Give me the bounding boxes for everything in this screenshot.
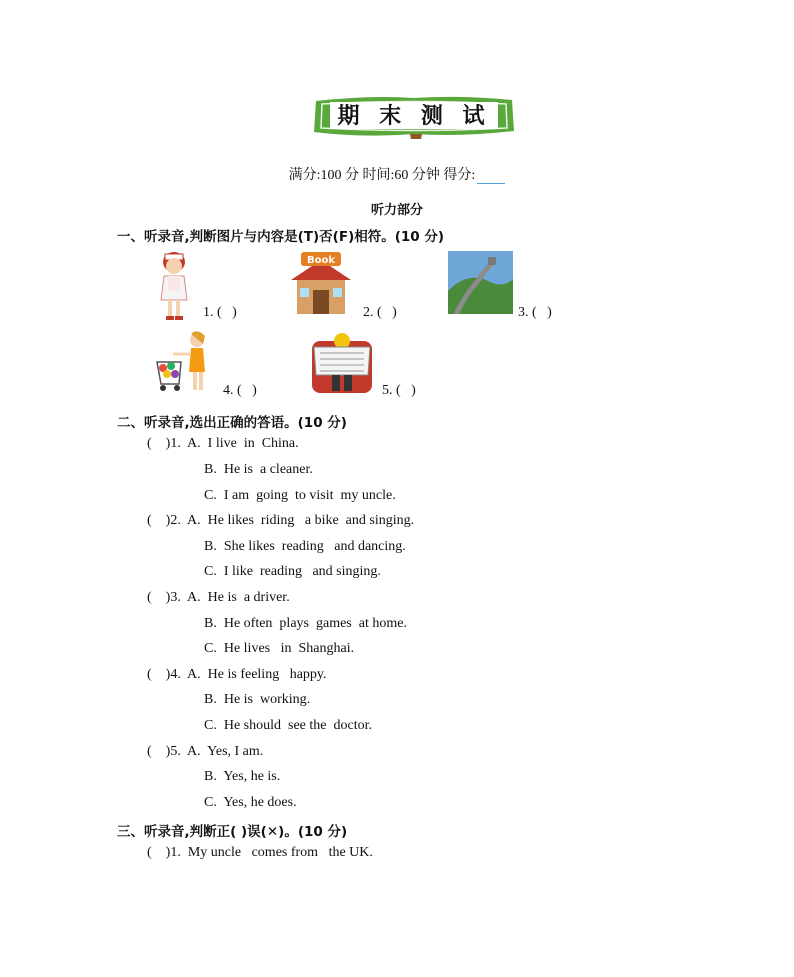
item5-label: 5. ( ) xyxy=(382,383,416,398)
q1-option-b: B. He is a cleaner. xyxy=(204,462,313,477)
page-title: 期 末 测 试 xyxy=(337,104,491,129)
great-wall-icon xyxy=(448,251,513,314)
q3-option-b: B. He often plays games at home. xyxy=(204,616,407,631)
q2-option-a: ( )2. A. He likes riding a bike and singing. xyxy=(147,513,415,528)
q5-option-c: C. Yes, he does. xyxy=(204,795,297,810)
item4-label: 4. ( ) xyxy=(223,383,257,398)
q1-option-c: C. I am going to visit my uncle. xyxy=(204,488,396,503)
item3-label: 3. ( ) xyxy=(518,305,552,320)
q2-option-b: B. She likes reading and dancing. xyxy=(204,539,406,554)
section1-heading: 一、听录音,判断图片与内容是(T)否(F)相符。(10 分) xyxy=(117,229,445,245)
svg-text:Book: Book xyxy=(306,255,336,266)
q2-option-c: C. I like reading and singing. xyxy=(204,564,381,579)
shopping-cart-icon xyxy=(153,330,211,394)
item2-label: 2. ( ) xyxy=(363,305,397,320)
q3-option-a: ( )3. A. He is a driver. xyxy=(147,590,290,605)
section2-heading: 二、听录音,选出正确的答语。(10 分) xyxy=(117,415,347,431)
nurse-icon xyxy=(155,250,193,322)
q4-option-a: ( )4. A. He is feeling happy. xyxy=(147,667,327,682)
q4-option-c: C. He should see the doctor. xyxy=(204,718,372,733)
q3-option-c: C. He lives in Shanghai. xyxy=(204,641,355,656)
score-info xyxy=(0,164,794,184)
score-blank[interactable] xyxy=(477,169,505,184)
newspaper-reader-icon xyxy=(308,331,376,395)
q5-option-a: ( )5. A. Yes, I am. xyxy=(147,744,264,759)
section3-heading: 三、听录音,判断正( )误(✕)。(10 分) xyxy=(117,824,348,840)
item1-label: 1. ( ) xyxy=(203,305,237,320)
bookstore-icon xyxy=(287,250,355,318)
q1-option-a: ( )1. A. I live in China. xyxy=(147,436,299,451)
score-text: 满分:100 分 时间:60 分钟 得分: xyxy=(288,168,476,183)
s3-item1: ( )1. My uncle comes from the UK. xyxy=(147,845,373,860)
q4-option-b: B. He is working. xyxy=(204,692,311,707)
q5-option-b: B. Yes, he is. xyxy=(204,769,281,784)
listening-section-title: 听力部分 xyxy=(370,203,423,218)
